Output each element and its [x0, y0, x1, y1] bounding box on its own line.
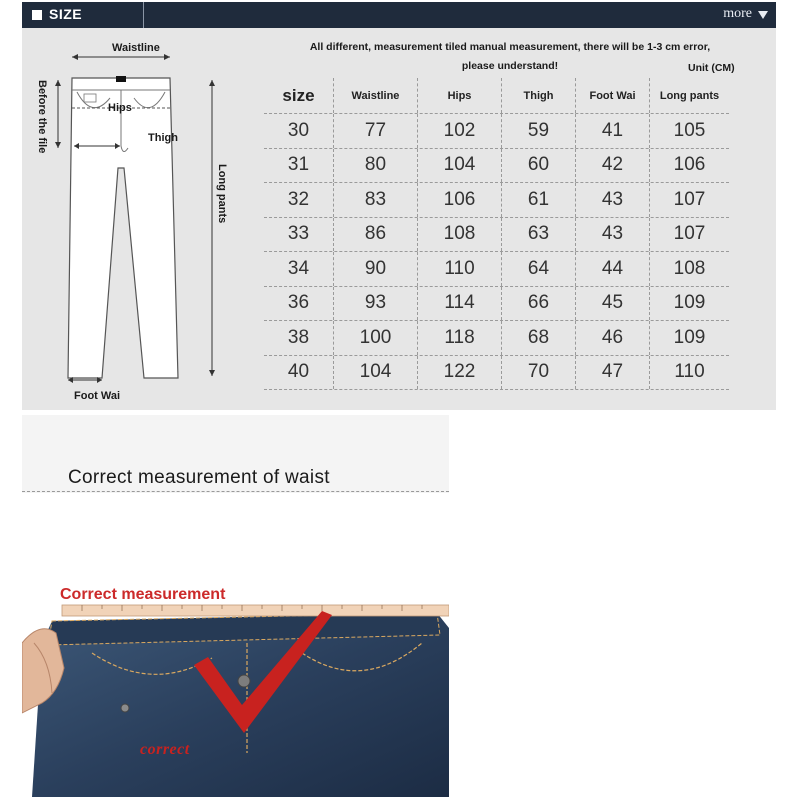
correct-measurement-label: Correct measurement — [60, 586, 226, 603]
table-row — [264, 183, 729, 218]
label-waistline: Waistline — [112, 42, 160, 54]
measurement-cell: 108 — [673, 257, 706, 279]
measurement-cell: 80 — [334, 149, 418, 183]
measurement-cell: 70 — [502, 356, 576, 390]
measurement-cell: 66 — [502, 287, 576, 321]
measurement-cell: 107 — [673, 188, 706, 210]
triangle-down-icon[interactable] — [758, 11, 768, 19]
header-cell: Long pants — [659, 89, 720, 102]
size-cell: 33 — [264, 218, 334, 252]
table-row — [264, 356, 729, 391]
label-hips: Hips — [108, 102, 132, 114]
measurement-cell: 46 — [576, 321, 650, 355]
header-cell: size — [264, 78, 334, 113]
size-chart-panel — [22, 28, 776, 410]
measurement-cell: 110 — [418, 252, 502, 286]
measurement-cell: 45 — [576, 287, 650, 321]
header-cell: Foot Wai — [576, 78, 650, 113]
measurement-cell: 44 — [576, 252, 650, 286]
table-row — [264, 218, 729, 253]
measurement-cell: 108 — [418, 218, 502, 252]
measurement-cell: 110 — [674, 361, 705, 383]
measurement-cell: 107 — [673, 223, 706, 245]
header-cell: Thigh — [502, 78, 576, 113]
correct-stamp: correct — [140, 741, 190, 758]
jeans-illustration-icon — [22, 493, 449, 797]
measurement-cell: 43 — [576, 183, 650, 217]
jeans-photo — [22, 493, 449, 797]
measurement-cell: 47 — [576, 356, 650, 390]
size-cell: 30 — [264, 114, 334, 148]
measurement-cell: 118 — [418, 321, 502, 355]
unit-label: Unit (CM) — [688, 62, 735, 74]
measurement-cell: 122 — [418, 356, 502, 390]
size-cell: 31 — [264, 149, 334, 183]
measurement-cell: 77 — [334, 114, 418, 148]
label-foot-wai: Foot Wai — [74, 390, 121, 402]
measurement-cell: 60 — [502, 149, 576, 183]
notice-line-2: please understand! — [461, 60, 559, 72]
size-cell: 38 — [264, 321, 334, 355]
pants-diagram — [22, 28, 252, 410]
table-header-row — [264, 78, 729, 114]
size-cell: 36 — [264, 287, 334, 321]
table-row — [264, 252, 729, 287]
measurement-cell: 93 — [334, 287, 418, 321]
table-body — [264, 114, 729, 390]
measurement-cell: 104 — [418, 149, 502, 183]
section-title: SIZE — [49, 6, 83, 22]
measurement-cell: 83 — [334, 183, 418, 217]
label-thigh: Thigh — [148, 132, 178, 144]
measurement-cell: 106 — [673, 154, 706, 176]
measurement-cell: 43 — [576, 218, 650, 252]
header-cell: Hips — [418, 78, 502, 113]
more-link[interactable]: more — [723, 6, 752, 21]
measurement-cell: 90 — [334, 252, 418, 286]
measurement-cell: 42 — [576, 149, 650, 183]
measurement-cell: 109 — [673, 326, 706, 348]
header-divider — [143, 2, 144, 28]
size-table — [264, 78, 729, 390]
table-row — [264, 114, 729, 149]
table-row — [264, 149, 729, 184]
measurement-cell: 61 — [502, 183, 576, 217]
measurement-cell: 41 — [576, 114, 650, 148]
table-row — [264, 287, 729, 322]
measurement-cell: 59 — [502, 114, 576, 148]
label-long-pants: Long pants — [216, 164, 228, 224]
measurement-cell: 105 — [673, 119, 706, 141]
header-cell: Waistline — [334, 78, 418, 113]
notice-line-1: All different, measurement tiled manual measurement, there will be 1-3 cm error, — [309, 41, 711, 53]
measurement-cell: 68 — [502, 321, 576, 355]
measurement-cell: 100 — [334, 321, 418, 355]
size-header-bar — [22, 2, 776, 28]
measurement-cell: 63 — [502, 218, 576, 252]
measurement-cell: 86 — [334, 218, 418, 252]
square-bullet-icon — [32, 10, 42, 20]
waist-section-title: Correct measurement of waist — [68, 467, 330, 488]
table-row — [264, 321, 729, 356]
measurement-cell: 104 — [334, 356, 418, 390]
waist-measurement-section — [22, 415, 449, 797]
label-before-the-file: Before the file — [36, 80, 48, 154]
size-cell: 40 — [264, 356, 334, 390]
size-cell: 32 — [264, 183, 334, 217]
measurement-cell: 64 — [502, 252, 576, 286]
measurement-cell: 106 — [418, 183, 502, 217]
measurement-cell: 102 — [418, 114, 502, 148]
size-cell: 34 — [264, 252, 334, 286]
measurement-cell: 109 — [673, 292, 706, 314]
measurement-cell: 114 — [418, 287, 502, 321]
